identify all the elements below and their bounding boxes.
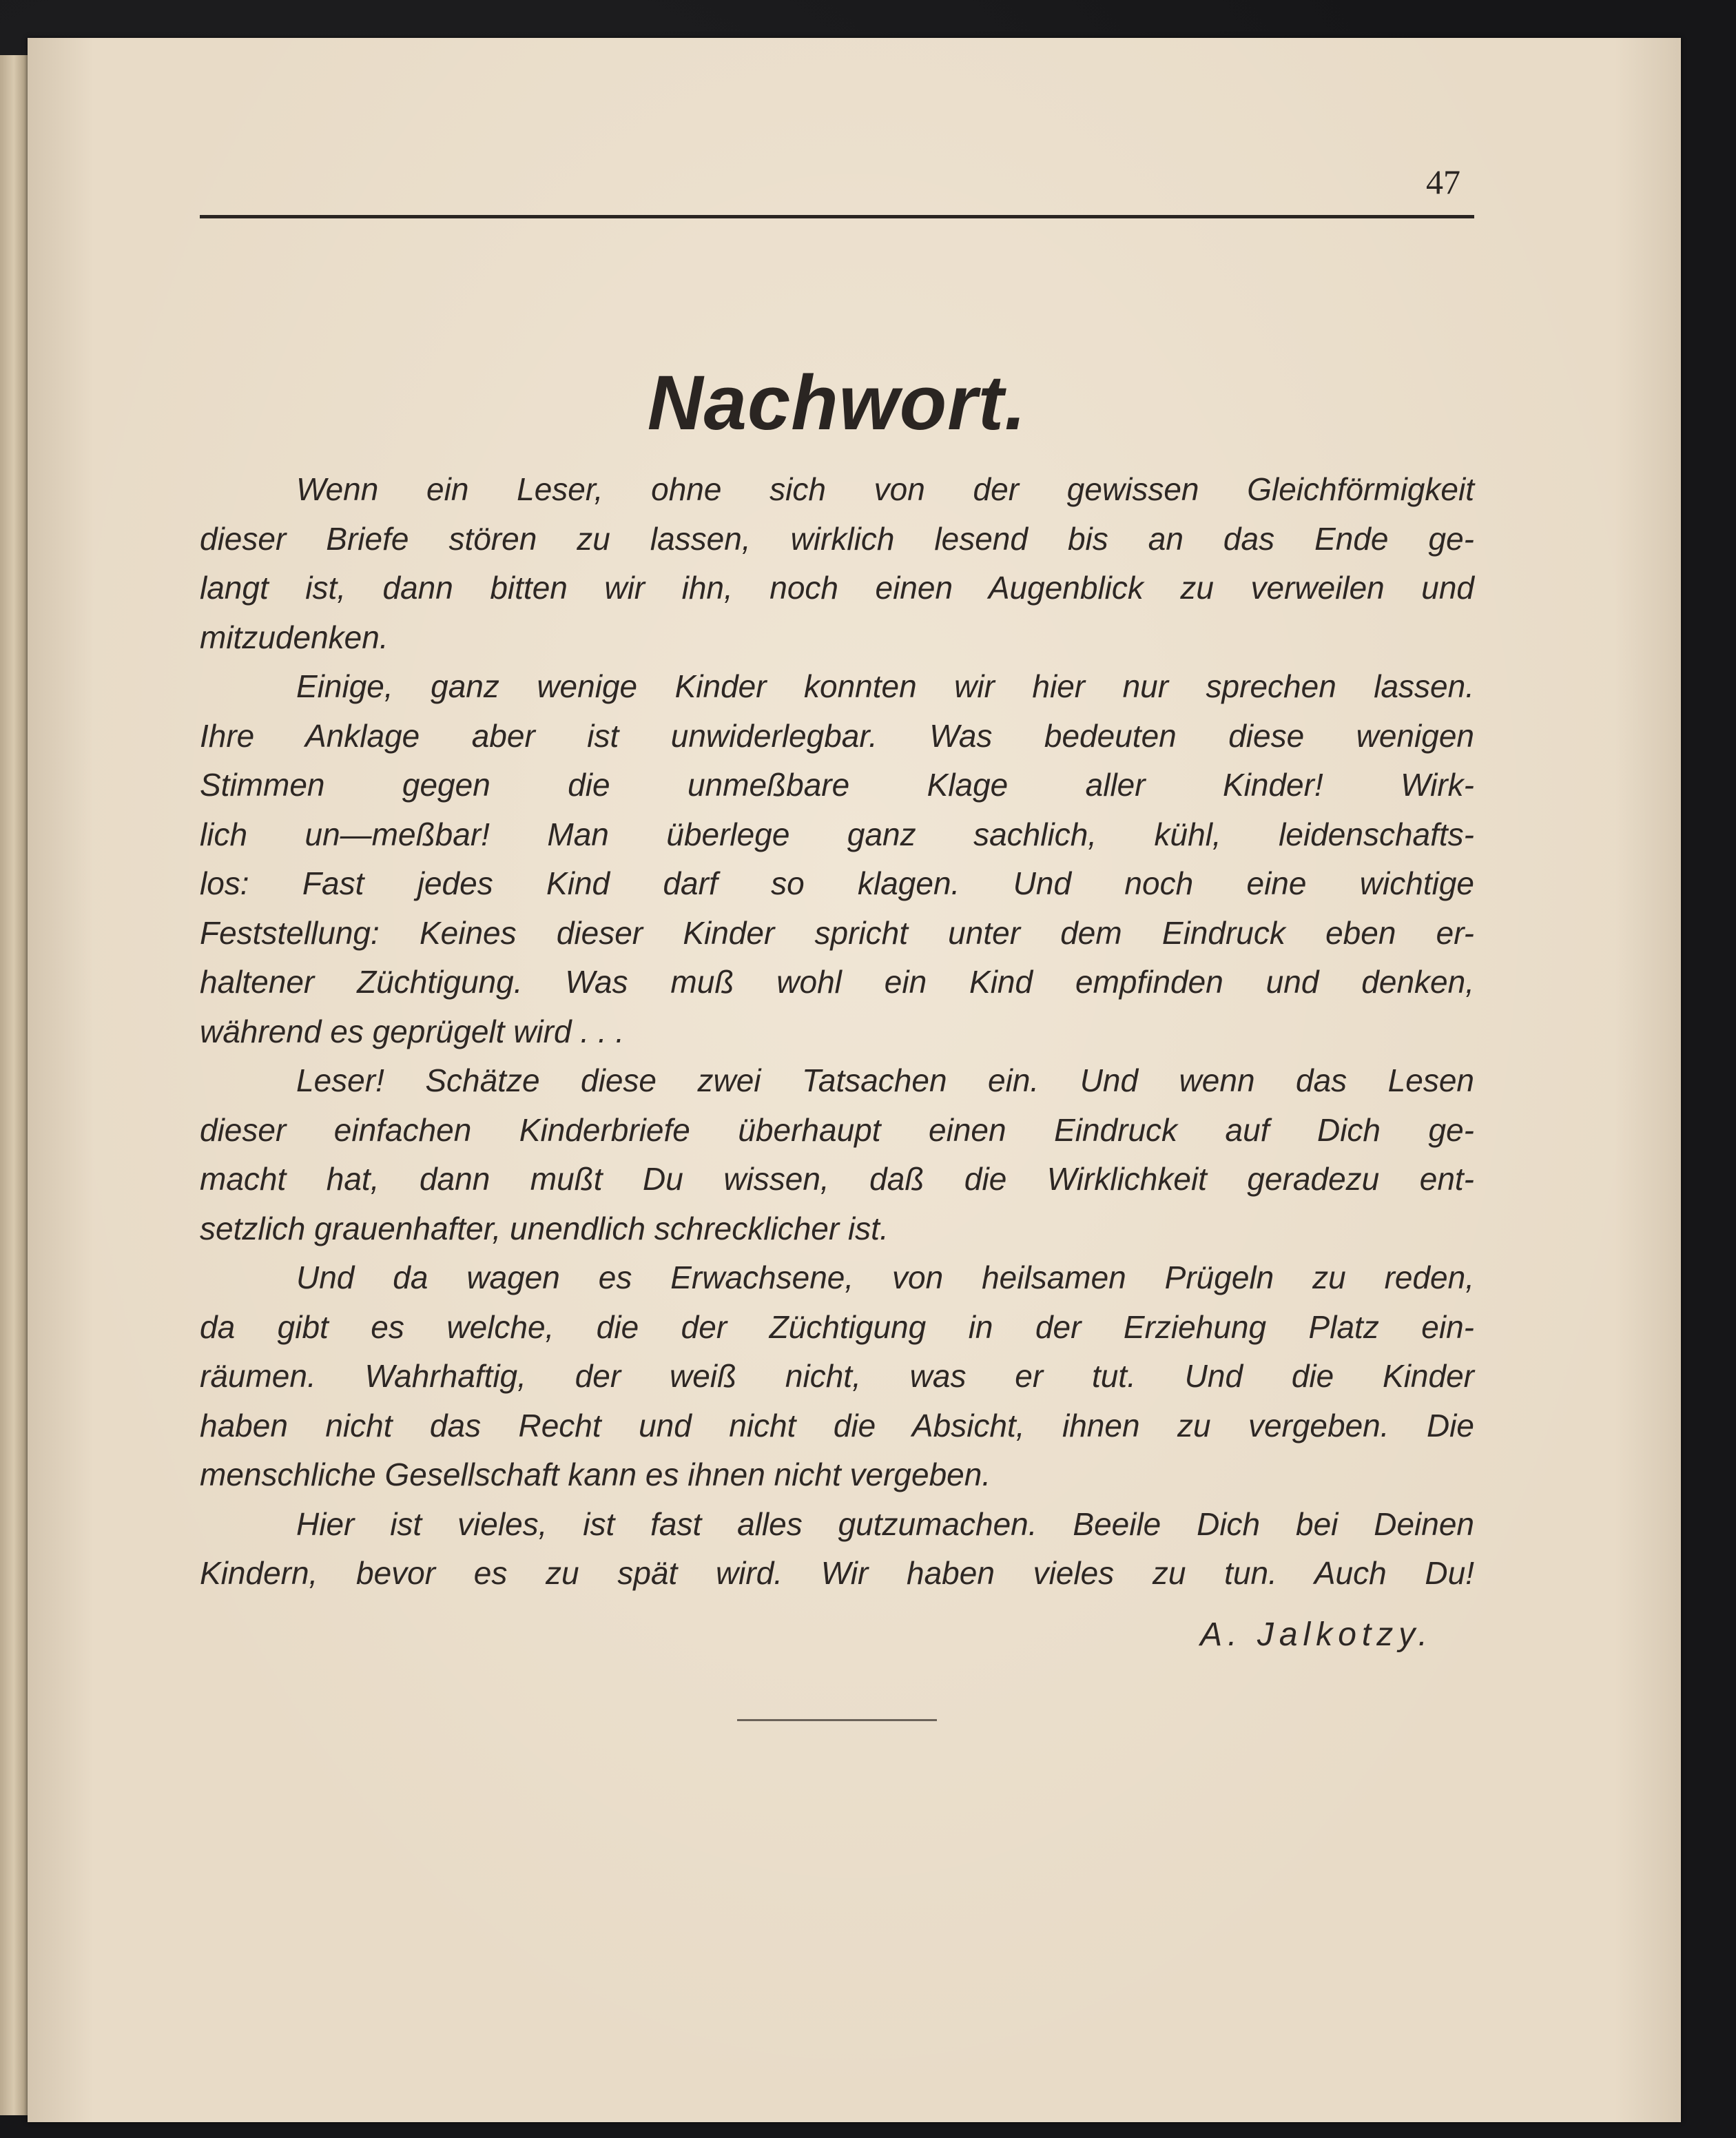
text-line: Leser! Schätze diese zwei Tatsachen ein. Und wenn das Lesen (296, 1062, 1474, 1098)
text-line: Und da wagen es Erwachsene, von heilsamen Prügeln zu reden, (296, 1260, 1474, 1295)
page-title: Nachwort. (647, 360, 1027, 446)
text-line: Wenn ein Leser, ohne sich von der gewissen Gleichförmigkeit (296, 471, 1474, 507)
text-line: lich un—meßbar! Man überlege ganz sachlich, kühl, leidenschafts- (200, 816, 1474, 852)
text-line: dieser einfachen Kinderbriefe überhaupt einen Eindruck auf Dich ge- (200, 1111, 1474, 1148)
text-line: räumen. Wahrhaftig, der weiß nicht, was er tut. Und die Kinder (200, 1358, 1474, 1394)
text-line: macht hat, dann mußt Du wissen, daß die Wirklichkeit geradezu ent- (200, 1161, 1474, 1197)
end-rule (737, 1719, 937, 1721)
page-number: 47 (1426, 163, 1460, 201)
text-line: während es geprügelt wird . . . (200, 1013, 625, 1049)
text-line: menschliche Gesellschaft kann es ihnen nicht vergeben. (200, 1457, 991, 1492)
text-line: mitzudenken. (200, 619, 389, 655)
author-signature: A. Jalkotzy. (1200, 1616, 1433, 1653)
text-line: Stimmen gegen die unmeßbare Klage aller Kinder! Wirk- (200, 767, 1474, 803)
text-line: langt ist, dann bitten wir ihn, noch einen Augenblick zu verweilen und (200, 570, 1474, 606)
book-spine-edge (0, 55, 28, 2115)
text-line: Ihre Anklage aber ist unwiderlegbar. Was bedeuten diese wenigen (200, 717, 1474, 754)
text-line: Hier ist vieles, ist fast alles gutzumachen. Beeile Dich bei Deinen (296, 1505, 1474, 1542)
text-line: los: Fast jedes Kind darf so klagen. Und noch eine wichtige (200, 865, 1474, 901)
body-text (200, 465, 1474, 1599)
header-rule (200, 215, 1474, 218)
text-line: haben nicht das Recht und nicht die Absicht, ihnen zu vergeben. Die (200, 1407, 1474, 1443)
text-line: da gibt es welche, die der Züchtigung in der Erziehung Platz ein- (200, 1308, 1474, 1345)
text-line: dieser Briefe stören zu lassen, wirklich lesend bis an das Ende ge- (200, 520, 1474, 557)
text-line: setzlich grauenhafter, unendlich schrecklicher ist. (200, 1210, 889, 1246)
text-line: Kindern, bevor es zu spät wird. Wir haben vieles zu tun. Auch Du! (200, 1555, 1474, 1591)
text-line: Feststellung: Keines dieser Kinder spricht unter dem Eindruck eben er- (200, 914, 1474, 951)
text-line: haltener Züchtigung. Was muß wohl ein Kind empfinden und denken, (200, 964, 1474, 1000)
text-line: Einige, ganz wenige Kinder konnten wir hier nur sprechen lassen. (296, 668, 1474, 704)
